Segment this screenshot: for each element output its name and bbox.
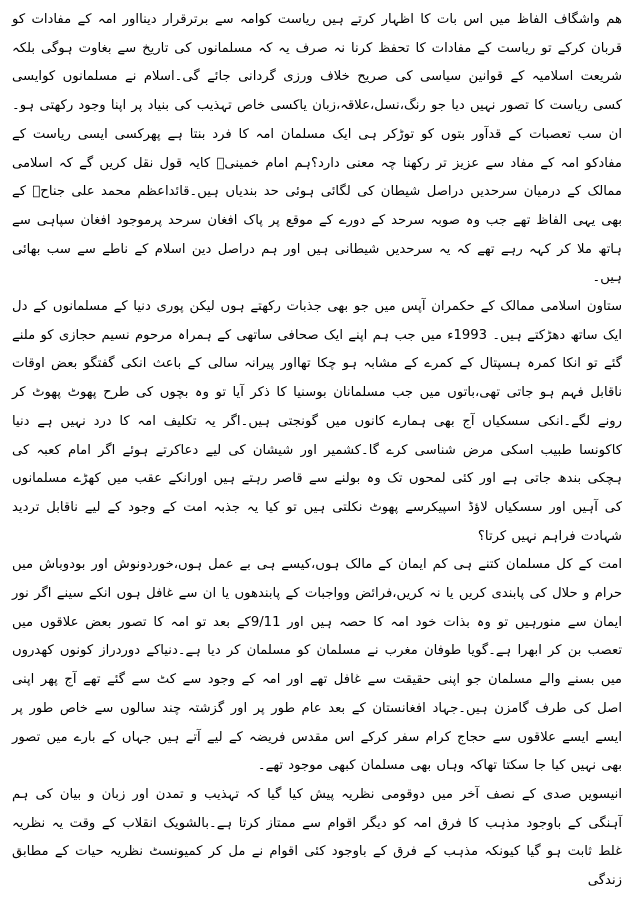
paragraph-1: هم واشگاف الفاظ میں اس بات کا اظہار کرتے ہیں ریاست کوامہ سے برترقرار دینااور امہ کے مفادات کو قربان کرکے تو ریاست کے مفادات کا تحفظ کرنا نہ صرف یہ کہ مسلمانوں کی تاریخ سے بغاوت ہوگی بلکہ شریعت اسلامیہ کے قوانین سیاسی کی صریح خلاف ورزی گردانی جائے گی۔اسلام نے مسلمانوں کوایسی کسی ریاست کا تصور نہیں دیا جو رنگ،نسل،علاقہ،زبان یاکسی خاص تہذیب کی بنیاد پر اپنا وجود رکھتی ہو۔ان سب تعصبات کے قدآور بتوں کو توڑکر ہی ایک مسلمان امہ کا فرد بنتا ہے پھرکسی ایسی ریاست کے مفادکو امہ کے مفاد سے عزیز تر رکھنا چہ معنی دارد؟ہم امام خمینیؒ کایہ قول نقل کریں گے کہ اسلامی ممالک کے درمیان سرحدیں دراصل شیطان کی لگائی ہوئی حد بندیاں ہیں۔قائداعظم محمد علی جناحؒ کے بھی یہی الفاظ تھے جب وہ صوبہ سرحد کے دورے کے موقع پر پاک افغان سرحد پرموجود افغان سپاہی سے ہاتھ ملا کر کہہ رہے تھے کہ یہ سرحدیں شیطانی ہیں اور ہم دراصل دین اسلام کے ناطے سے سب بھائی ہیں۔ (12, 12, 622, 286)
paragraph-2: ستاون اسلامی ممالک کے حکمران آپس میں جو بھی جذبات رکھتے ہوں لیکن پوری دنیا کے مسلمانوں کے دل ایک ساتھ دھڑکتے ہیں۔ 1993ء میں جب ہم اپنے ایک صحافی ساتھی کے ہمراہ مرحوم نسیم حجازی کو ملنے گئے تو انکا کمرہ ہسپتال کے کمرے کے مشابہ ہو چکا تھااور پیرانہ سالی کے باعث انکی گفتگو بعض اوقات ناقابل فہم ہو جاتی تھی،باتوں میں جب مسلمانان بوسنیا کا ذکر آیا تو وہ بچوں کی طرح پھوٹ پھوٹ کر رونے لگے۔انکی سسکیاں آج بھی ہمارے کانوں میں گونجتی ہیں۔اگر یہ تکلیف امہ کا درد نہیں ہے دنیا کاکونسا طبیب اسکی مرض شناسی کرے گا۔کشمیر اور شیشان کی لیے دعاکرتے ہوئے اگر امام کعبہ کی ہچکی بندھ جاتی ہے اور کئی لمحوں تک وہ بولنے سے قاصر رہتے ہیں اورانکے عقب میں کھڑے مسلمانوں کی آہیں اور سسکیاں لاؤڈ اسپیکرسے پھوٹ نکلتی ہیں تو کیا یہ جذبہ امت کے وجود کے لیے ناقابل تردید شہادت فراہم نہیں کرتا؟ (12, 299, 622, 544)
article-body (12, 6, 622, 896)
paragraph-3: امت کے کل مسلمان کتنے ہی کم ایمان کے مالک ہوں،کیسے ہی بے عمل ہوں،خوردونوش اور بودوباش میں حرام و حلال کی پابندی کریں یا نہ کریں،فرائض وواجبات کے پابندھوں یا ان سے غافل ہوں انکے سینے اگر نور ایمان سے منورہیں تو وہ بذات خود امہ کا حصہ ہیں اور 9/11کے بعد تو امہ کا تصور بعض علاقوں میں تعصب بن کر ابھرا ہے۔گویا طوفان مغرب نے مسلمان کو مسلمان کر دیا ہے۔دنیاکے دوردراز کونوں کھدروں میں بسنے والے مسلمان جو اپنی حقیقت سے غافل تھے اور امہ کے وجود سے کٹ سے گئے تھے آج پھر اپنی اصل کی طرف گامزن ہیں۔جہاد افغانستان کے بعد عام طور پر اور گزشتہ چند سالوں سے خاص طور پر ایسے ایسے علاقوں سے حجاج کرام سفر کرکے اس مقدس فریضہ کے لیے آتے ہیں جہاں کے بارے میں تصور بھی نہیں کیا جا سکتا تھاکہ وہاں بھی مسلمان کبھی موجود تھے۔ (12, 557, 622, 774)
paragraph-4: انیسویں صدی کے نصف آخر میں دوقومی نظریہ پیش کیا گیا کہ تہذیب و تمدن اور زبان و بیان کی ہم آہنگی کے باوجود مذہب کا فرق امہ کو دیگر اقوام سے ممتاز کرتا ہے۔بالشویک انقلاب کے وقت یہ نظریہ غلط ثابت ہو گیا کیونکہ مذہب کے فرق کے باوجود کئی اقوام نے مل کر کمیونسٹ نظریہ حیات کے مطابق زندگی (12, 786, 622, 889)
